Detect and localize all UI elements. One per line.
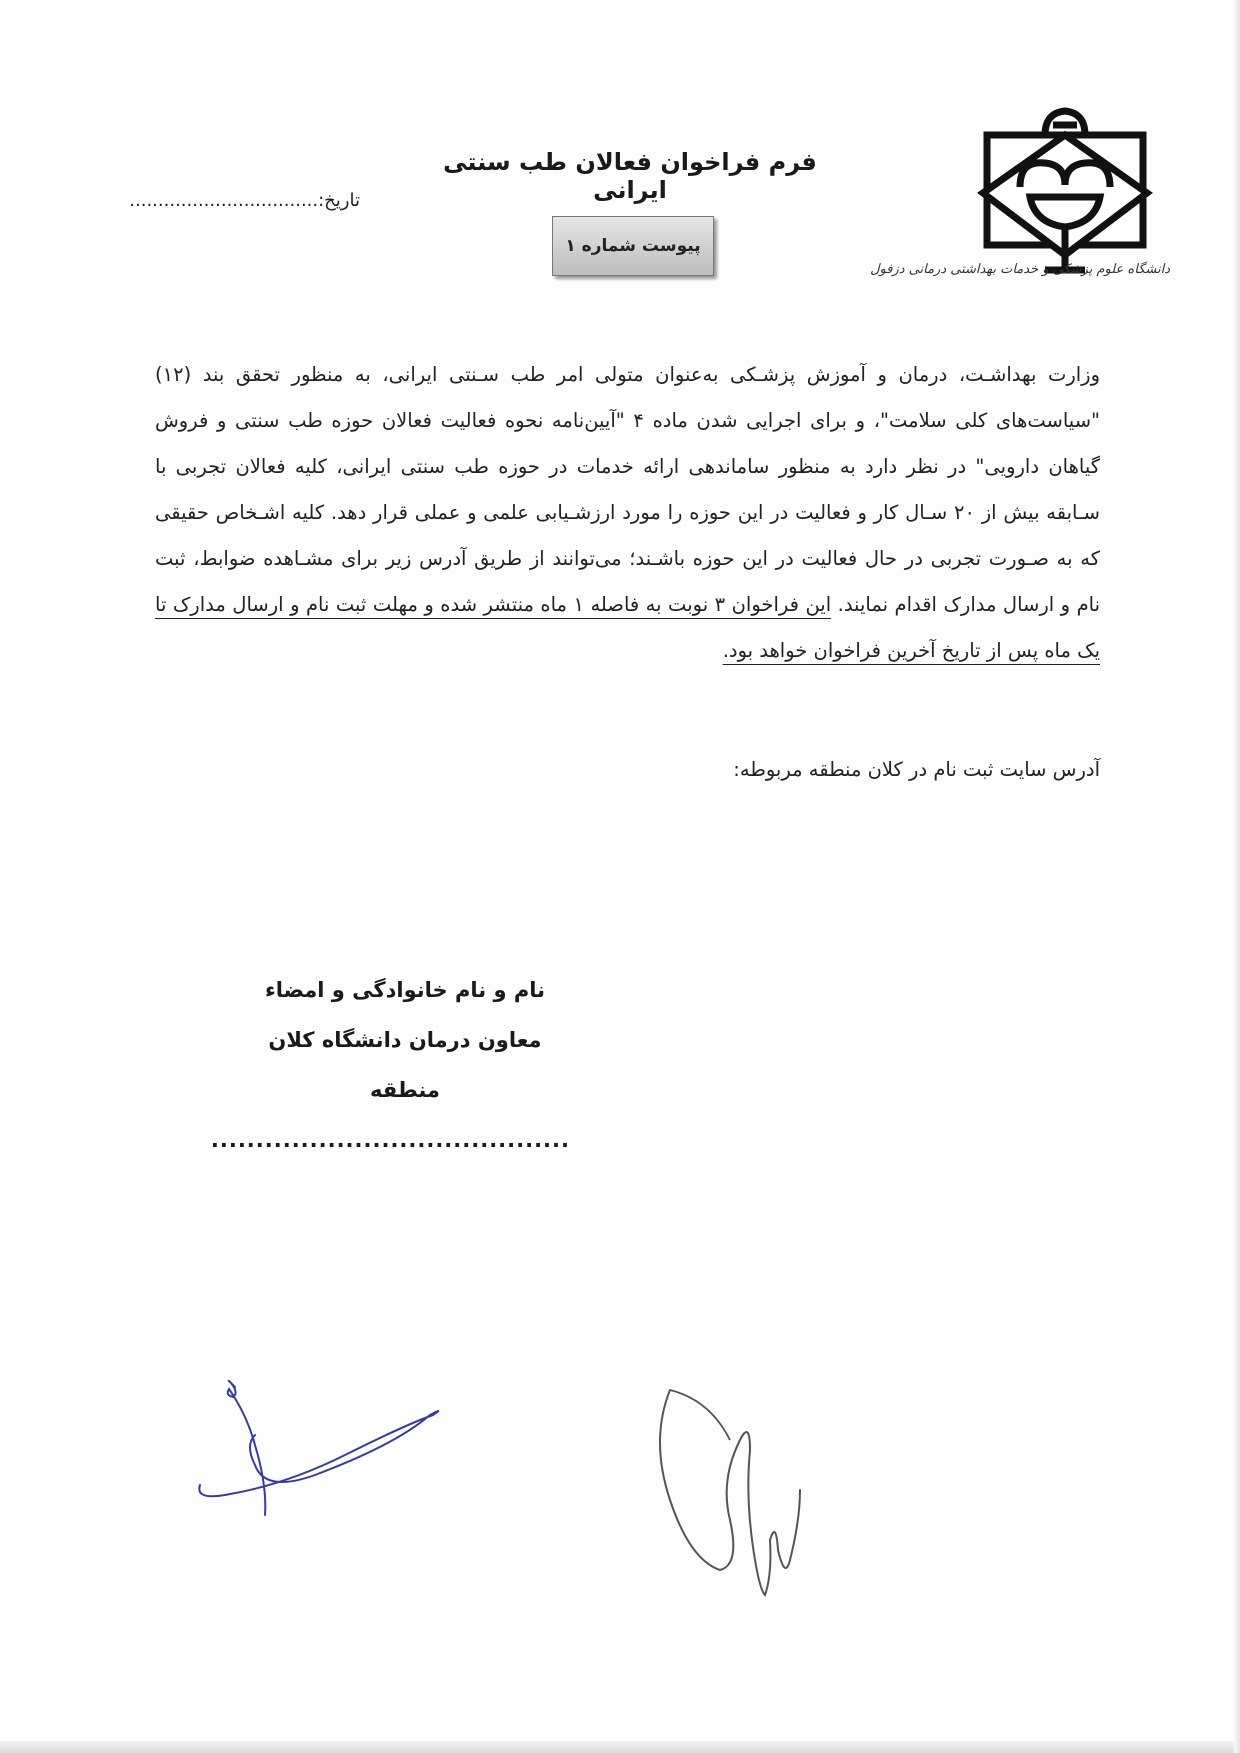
scan-bottom-edge xyxy=(0,1741,1240,1753)
signature-dotted-line: ........................................ xyxy=(210,1128,570,1152)
handwritten-signature-blue xyxy=(195,1375,455,1525)
site-address-label: آدرس سایت ثبت نام در کلان منطقه مربوطه: xyxy=(733,758,1100,781)
paragraph-underlined-text: این فراخوان ۳ نوبت به فاصله ۱ ماه منتشر شده و مهلت ثبت نام و ارسال مدارک تا یک ماه پس از تاریخ آخرین فراخوان خواهد بود. xyxy=(155,593,1100,662)
date-field: تاریخ:................................. xyxy=(129,190,360,211)
signature-name-label: نام و نام خانوادگی و امضاء xyxy=(264,978,545,1002)
signature-block xyxy=(210,965,570,1165)
attachment-label-box xyxy=(552,216,714,276)
logo-caption: دانشگاه علوم پزشکی و خدمات بهداشتی درمانی دزفول xyxy=(870,262,1170,277)
form-title: فرم فراخوان فعالان طب سنتی ایرانی xyxy=(443,148,817,204)
signature-position-label: معاون درمان دانشگاه کلان منطقه xyxy=(268,1028,542,1102)
scan-right-edge xyxy=(1234,0,1240,1753)
attachment-label: پیوست شماره ۱ xyxy=(565,236,701,256)
handwritten-signature-gray xyxy=(650,1380,840,1610)
body-paragraph xyxy=(155,352,1100,674)
paragraph-text: وزارت بهداشـت، درمان و آموزش پزشـکی به‌عنوان متولی امر طب سـنتی ایرانی، به منظور تحقق بند (۱۲) "سیاست‌های کلی سلامت"، و برای اجرایی شدن ماده ۴ "آیین‌نامه نحوه فعالیت فعالان حوزه طب سنتی و فروش گیاهان دارویی" در نظر دارد به منظور ساماندهی ارائه خدمات در حوزه طب سنتی ایرانی، کلیه فعالان تجربی با سـابقه بیش از ۲۰ سـال کار و فعالیت در این حوزه را مورد ارزشـیابی علمی و عملی قرار دهد. کلیه اشـخاص حقیقی که به صـورت تجربی در حال فعالیت در این حوزه باشـند؛ می‌توانند از طریق آدرس زیر برای مشـاهده ضوابط، ثبت نام و ارسال مدارک اقدام نمایند. xyxy=(155,363,1101,616)
